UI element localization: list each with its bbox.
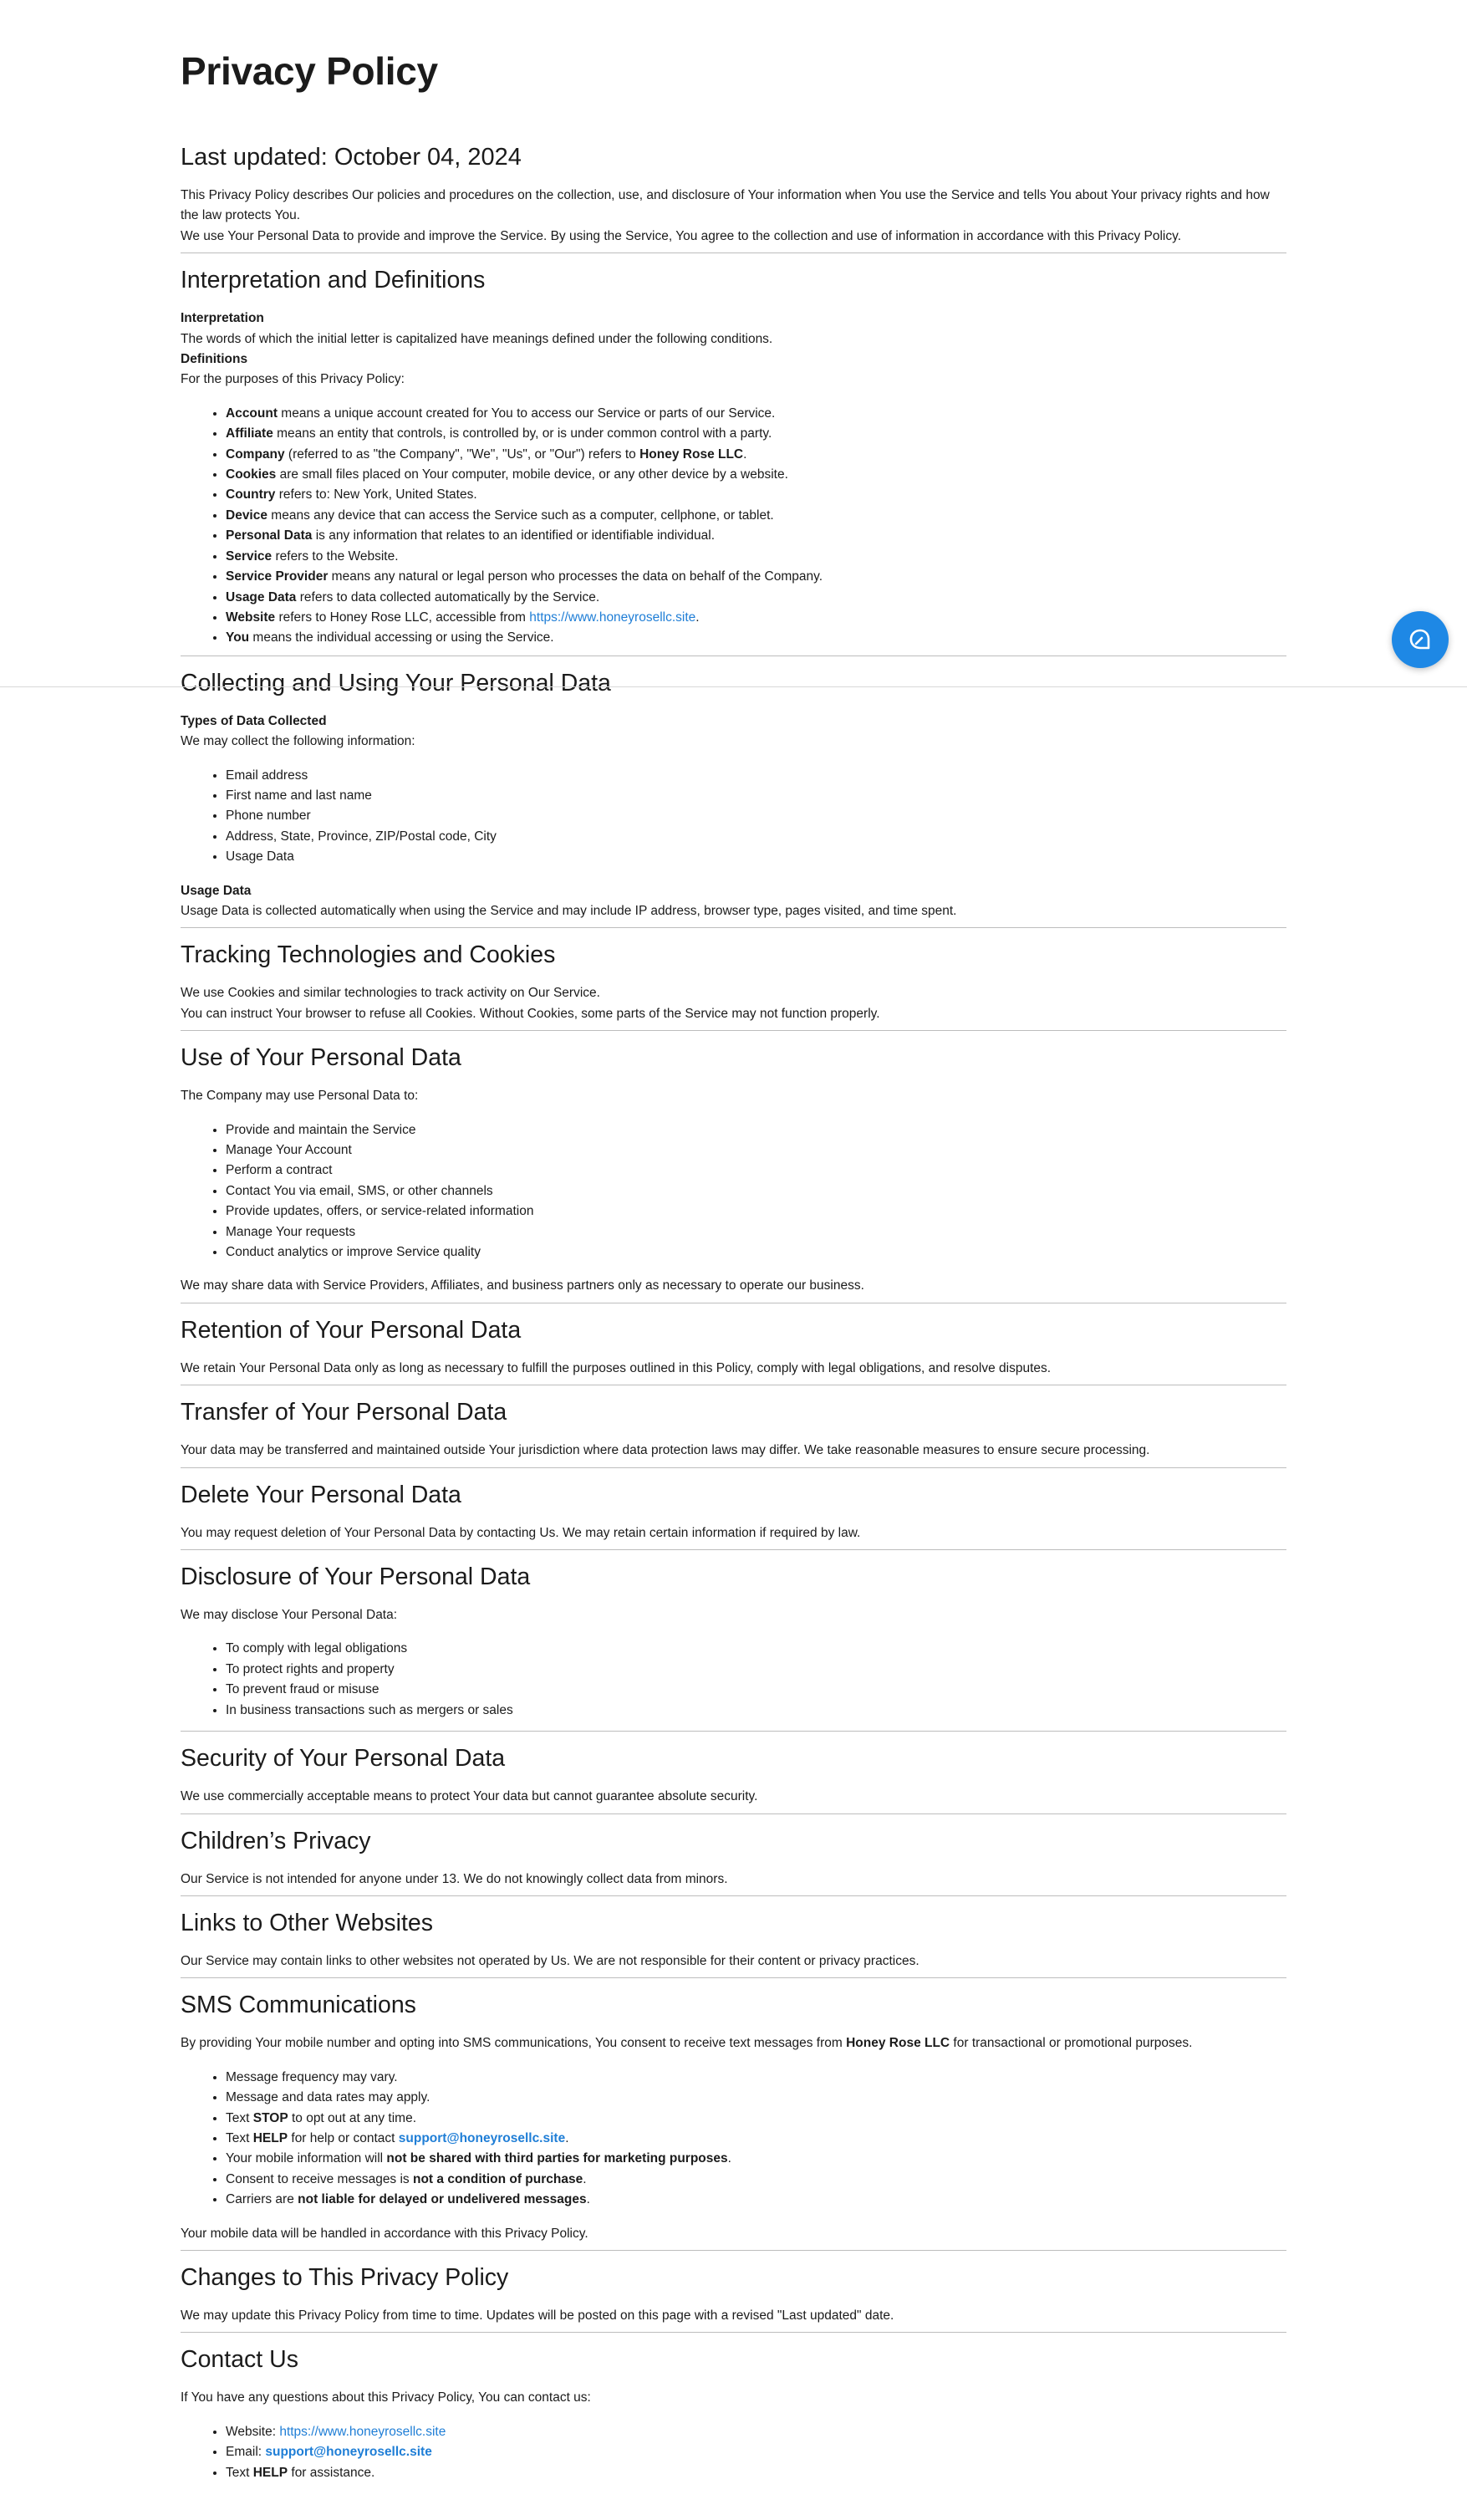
subheading: Types of Data Collected [181,713,327,728]
list-item: • Text HELP for help or contact support@honeyrosellc.site. [226,2129,1286,2149]
website-link[interactable]: https://www.honeyrosellc.site [529,610,696,625]
list-item: • Provide and maintain the Service [226,1120,1286,1140]
section-disclosure [181,1549,1286,1721]
paragraph: We may disclose Your Personal Data: [181,1608,398,1623]
section-heading: Changes to This Privacy Policy [181,2263,509,2291]
list-item: • Account means a unique account created for You to access our Service or parts of our Service. [226,404,1286,424]
subheading: Interpretation [181,311,264,326]
subheading: Definitions [181,352,248,367]
list-item: • Phone number [226,806,1286,826]
paragraph: You may request deletion of Your Personal Data by contacting Us. We may retain certain information if required by law. [181,1525,861,1540]
section-links [181,1895,1286,1972]
list-item: • Manage Your requests [226,1222,1286,1242]
section-delete [181,1467,1286,1543]
disclosure-list [181,1639,1286,1721]
section-heading: Transfer of Your Personal Data [181,1399,507,1426]
support-email-link[interactable]: support@honeyrosellc.site [398,2130,566,2145]
page-divider [0,686,1467,687]
section-heading: Use of Your Personal Data [181,1044,461,1072]
section-changes [181,2250,1286,2326]
paragraph: The words of which the initial letter is capitalized have meanings defined under the following conditions. [181,331,773,346]
section-heading: Disclosure of Your Personal Data [181,1564,531,1591]
section-sms [181,1977,1286,2244]
section-heading: Retention of Your Personal Data [181,1316,522,1344]
chat-support-icon [1406,625,1434,654]
list-item: • You means the individual accessing or using the Service. [226,628,1286,648]
list-item: • To comply with legal obligations [226,1639,1286,1659]
list-item: • Cookies are small files placed on Your computer, mobile device, or any other device by a website. [226,465,1286,485]
paragraph: Our Service may contain links to other websites not operated by Us. We are not responsible for their content or privacy practices. [181,1953,919,1968]
list-item: • First name and last name [226,786,1286,806]
section-heading: Links to Other Websites [181,1909,434,1936]
intro-paragraph: We use Your Personal Data to provide and improve the Service. By using the Service, You agree to the collection and use of information in accordance with this Privacy Policy. [181,228,1182,243]
list-item: • Your mobile information will not be shared with third parties for marketing purposes. [226,2149,1286,2169]
section-retention [181,1303,1286,1379]
list-item: • Usage Data [226,847,1286,867]
email-link[interactable]: support@honeyrosellc.site [265,2445,432,2460]
section-heading: Collecting and Using Your Personal Data [181,669,611,696]
paragraph: The Company may use Personal Data to: [181,1089,419,1104]
paragraph: We may update this Privacy Policy from time to time. Updates will be posted on this page with a revised "Last updated" date. [181,2308,894,2323]
last-updated: Last updated: October 04, 2024 [181,144,522,171]
chat-support-button[interactable] [1392,611,1449,668]
list-item: • Text STOP to opt out at any time. [226,2109,1286,2129]
list-item: • Message and data rates may apply. [226,2088,1286,2108]
contact-list [181,2422,1286,2483]
section-interpretation [181,253,1286,649]
list-item: • Service Provider means any natural or legal person who processes the data on behalf of the Company. [226,567,1286,587]
list-item: • Country refers to: New York, United States. [226,485,1286,505]
paragraph: We retain Your Personal Data only as long as necessary to fulfill the purposes outlined in this Policy, comply with legal obligations, and resolve disputes. [181,1360,1052,1375]
paragraph: For the purposes of this Privacy Policy: [181,372,405,387]
list-item: • Consent to receive messages is not a condition of purchase. [226,2170,1286,2190]
policy-content [181,144,1286,2497]
subheading: Usage Data [181,883,252,898]
list-item: • Device means any device that can access the Service such as a computer, cellphone, or tablet. [226,506,1286,526]
list-item: • Carriers are not liable for delayed or undelivered messages. [226,2190,1286,2210]
list-item: • Website refers to Honey Rose LLC, accessible from https://www.honeyrosellc.site. [226,608,1286,628]
section-contact [181,2332,1286,2483]
paragraph: Our Service is not intended for anyone under 13. We do not knowingly collect data from minors. [181,1871,728,1886]
section-heading: Interpretation and Definitions [181,267,486,294]
section-heading: Children’s Privacy [181,1827,371,1854]
list-item: • Contact You via email, SMS, or other channels [226,1181,1286,1201]
list-item: • To prevent fraud or misuse [226,1680,1286,1700]
section-heading: Delete Your Personal Data [181,1481,461,1508]
list-item: • Personal Data is any information that relates to an identified or identifiable individual. [226,526,1286,546]
website-link[interactable]: https://www.honeyrosellc.site [279,2424,446,2439]
list-item: • Provide updates, offers, or service-related information [226,1201,1286,1222]
list-item: • Company (referred to as "the Company", "We", "Us", or "Our") refers to Honey Rose LLC. [226,445,1286,465]
section-tracking [181,927,1286,1024]
data-types-list [181,766,1286,868]
list-item: • Email: support@honeyrosellc.site [226,2442,1286,2462]
section-security [181,1731,1286,1807]
intro-paragraph: This Privacy Policy describes Our policies and procedures on the collection, use, and disclosure of Your information when You use the Service and tells You about Your privacy rights and how the law protects You. [181,188,1270,223]
paragraph: If You have any questions about this Privacy Policy, You can contact us: [181,2390,591,2405]
section-children [181,1813,1286,1890]
paragraph: We may share data with Service Providers, Affiliates, and business partners only as necessary to operate our business. [181,1278,864,1293]
section-use [181,1030,1286,1297]
list-item: • Text HELP for assistance. [226,2463,1286,2483]
list-item: • Message frequency may vary. [226,2068,1286,2088]
paragraph: You can instruct Your browser to refuse all Cookies. Without Cookies, some parts of the Service may not function properly. [181,1006,880,1021]
list-item: • Address, State, Province, ZIP/Postal code, City [226,827,1286,847]
section-heading: SMS Communications [181,1992,416,2019]
paragraph: By providing Your mobile number and opting into SMS communications, You consent to receive text messages from Honey Rose LLC for transactional or promotional purposes. [181,2036,1193,2051]
list-item: • Website: https://www.honeyrosellc.site [226,2422,1286,2442]
list-item: • Perform a contract [226,1161,1286,1181]
paragraph: We may collect the following information: [181,734,415,749]
definitions-list [181,404,1286,649]
section-collecting [181,656,1286,922]
paragraph: We use commercially acceptable means to protect Your data but cannot guarantee absolute security. [181,1789,758,1804]
sms-list [181,2068,1286,2211]
list-item: • Affiliate means an entity that controls, is controlled by, or is under common control with a party. [226,424,1286,444]
list-item: • Usage Data refers to data collected automatically by the Service. [226,588,1286,608]
paragraph: We use Cookies and similar technologies to track activity on Our Service. [181,986,600,1001]
section-transfer [181,1385,1286,1461]
use-list [181,1120,1286,1263]
list-item: • Manage Your Account [226,1140,1286,1161]
list-item: • In business transactions such as mergers or sales [226,1701,1286,1721]
paragraph: Your mobile data will be handled in accordance with this Privacy Policy. [181,2226,588,2241]
list-item: • Email address [226,766,1286,786]
section-heading: Contact Us [181,2346,298,2374]
section-heading: Security of Your Personal Data [181,1745,506,1773]
list-item: • Conduct analytics or improve Service quality [226,1242,1286,1263]
list-item: • Service refers to the Website. [226,547,1286,567]
list-item: • To protect rights and property [226,1660,1286,1680]
section-heading: Tracking Technologies and Cookies [181,941,556,969]
page-title: Privacy Policy [181,49,438,93]
paragraph: Your data may be transferred and maintained outside Your jurisdiction where data protection laws may differ. We take reasonable measures to ensure secure processing. [181,1443,1150,1458]
paragraph: Usage Data is collected automatically when using the Service and may include IP address, browser type, pages visited, and time spent. [181,903,957,918]
